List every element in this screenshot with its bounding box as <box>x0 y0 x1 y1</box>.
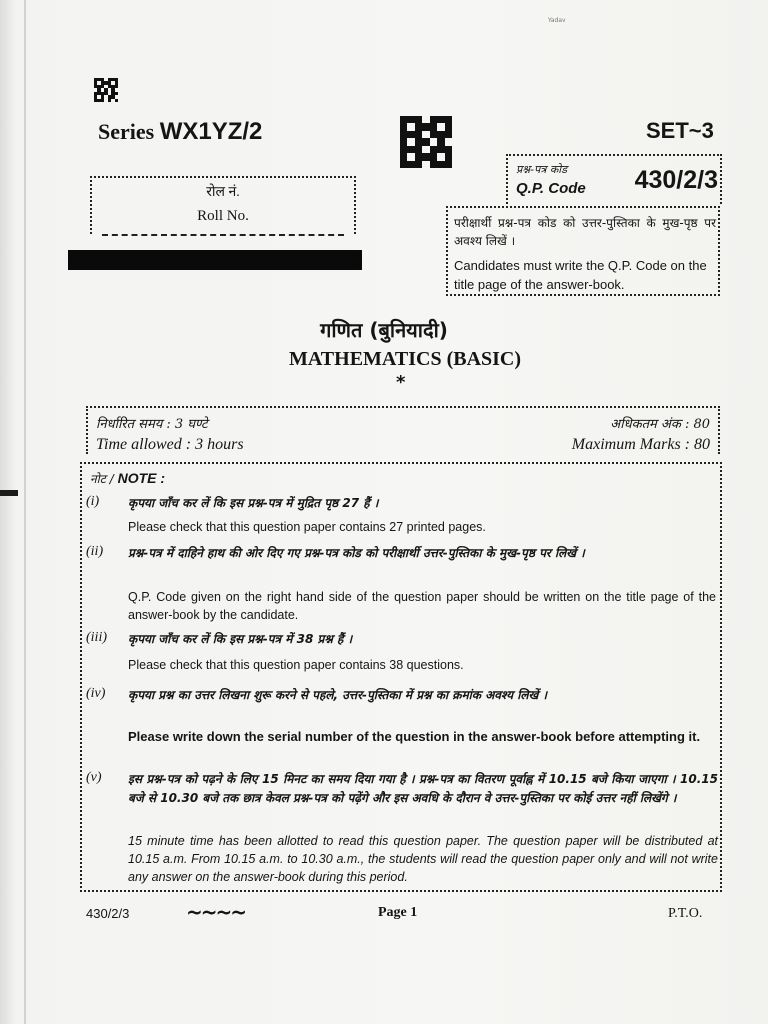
separator-star: * <box>396 372 406 393</box>
note-item-english: 15 minute time has been allotted to read this question paper. The question paper will be distributed at 10.15 a.m. From 10.15 a.m. to 10.30 a.m., the students will read the question paper only and will not write any answer on the answer-book during this period. <box>128 834 718 884</box>
note-box <box>80 462 722 892</box>
qp-code-box <box>506 154 722 204</box>
maximum-marks-hindi: अधिकतम अंक : 80 <box>610 417 710 432</box>
qr-code-icon <box>400 116 452 168</box>
qp-code-value: 430/2/3 <box>634 166 718 194</box>
note-item-number: (v) <box>86 770 102 785</box>
page-fold-line <box>24 0 26 1024</box>
note-heading-english: NOTE : <box>117 470 166 486</box>
series-code: WX1YZ/2 <box>159 118 263 145</box>
footer-qp-code: 430/2/3 <box>86 906 130 921</box>
note-item-hindi: कृपया जाँच कर लें कि इस प्रश्न-पत्र में मुद्रित पृष्ठ 27 हैं । <box>128 496 379 510</box>
note-item-hindi: कृपया प्रश्न का उत्तर लिखना शुरू करने से पहले, उत्तर-पुस्तिका में प्रश्न का क्रमांक अवश्य लिखें । <box>128 688 547 702</box>
series-word: Series <box>98 119 155 144</box>
series-label <box>98 118 262 146</box>
note-item-english: Please check that this question paper contains 38 questions. <box>128 658 464 672</box>
note-item-hindi: कृपया जाँच कर लें कि इस प्रश्न-पत्र में 38 प्रश्न हैं । <box>128 632 353 646</box>
note-item-english: Q.P. Code given on the right hand side of the question paper should be written on the title page of the answer-book by the candidate. <box>128 590 716 622</box>
qp-code-label-hindi: प्रश्न-पत्र कोड <box>516 163 568 176</box>
candidate-instruction-hindi: परीक्षार्थी प्रश्न-पत्र कोड को उत्तर-पुस्तिका के मुख-पृष्ठ पर अवश्य लिखें । <box>454 216 716 248</box>
qp-code-label-english: Q.P. Code <box>516 180 586 197</box>
candidate-instruction-english: Candidates must write the Q.P. Code on the title page of the answer-book. <box>454 258 707 292</box>
maximum-marks-english: Maximum Marks : 80 <box>571 436 710 453</box>
note-item-english: Please write down the serial number of the question in the answer-book before attempting it. <box>128 729 701 744</box>
subject-title-english: MATHEMATICS (BASIC) <box>288 348 522 370</box>
roll-number-line <box>102 234 344 236</box>
footer-page-number: Page 1 <box>378 905 418 920</box>
note-item-hindi: इस प्रश्न-पत्र को पढ़ने के लिए 15 मिनट का समय दिया गया है । प्रश्न-पत्र का वितरण पूर्वाह्न में 10.15 बजे किया जाएगा । 10.15 बजे से 10.30 बजे तक छात्र केवल प्रश्न-पत्र को पढ़ेंगे और इस अवधि के दौरान वे उत्तर-पुस्तिका पर कोई उत्तर नहीं लिखेंगे । <box>128 772 718 805</box>
time-allowed-english: Time allowed : 3 hours <box>96 436 244 453</box>
time-allowed-hindi: निर्धारित समय : 3 घण्टे <box>96 417 208 432</box>
edge-mark <box>0 490 18 496</box>
roll-label-hindi: रोल नं. <box>206 185 240 200</box>
note-item-number: (i) <box>86 494 100 509</box>
roll-number-box <box>90 176 356 234</box>
note-heading-hindi: नोट / <box>90 472 114 486</box>
top-tiny-text: Yadav <box>548 17 566 24</box>
redaction-bar <box>68 250 362 270</box>
note-item-english: Please check that this question paper contains 27 printed pages. <box>128 520 486 534</box>
subject-title-hindi: गणित (बुनियादी) <box>320 318 448 342</box>
candidate-instruction-box <box>446 206 720 296</box>
small-qr-code-icon <box>94 78 118 102</box>
note-item-number: (ii) <box>86 544 104 559</box>
time-marks-box <box>86 406 720 454</box>
note-item-number: (iii) <box>86 630 107 645</box>
note-item-number: (iv) <box>86 686 106 701</box>
roll-label-english: Roll No. <box>197 208 249 224</box>
set-label: SET~3 <box>646 118 714 143</box>
note-heading <box>90 470 165 487</box>
footer-pto: P.T.O. <box>668 906 703 921</box>
note-item-hindi: प्रश्न-पत्र में दाहिने हाथ की ओर दिए गए प्रश्न-पत्र कोड को परीक्षार्थी उत्तर-पुस्तिका के मुख-पृष्ठ पर लिखें । <box>128 546 585 560</box>
footer-tilde: ~~~~ <box>186 900 246 924</box>
